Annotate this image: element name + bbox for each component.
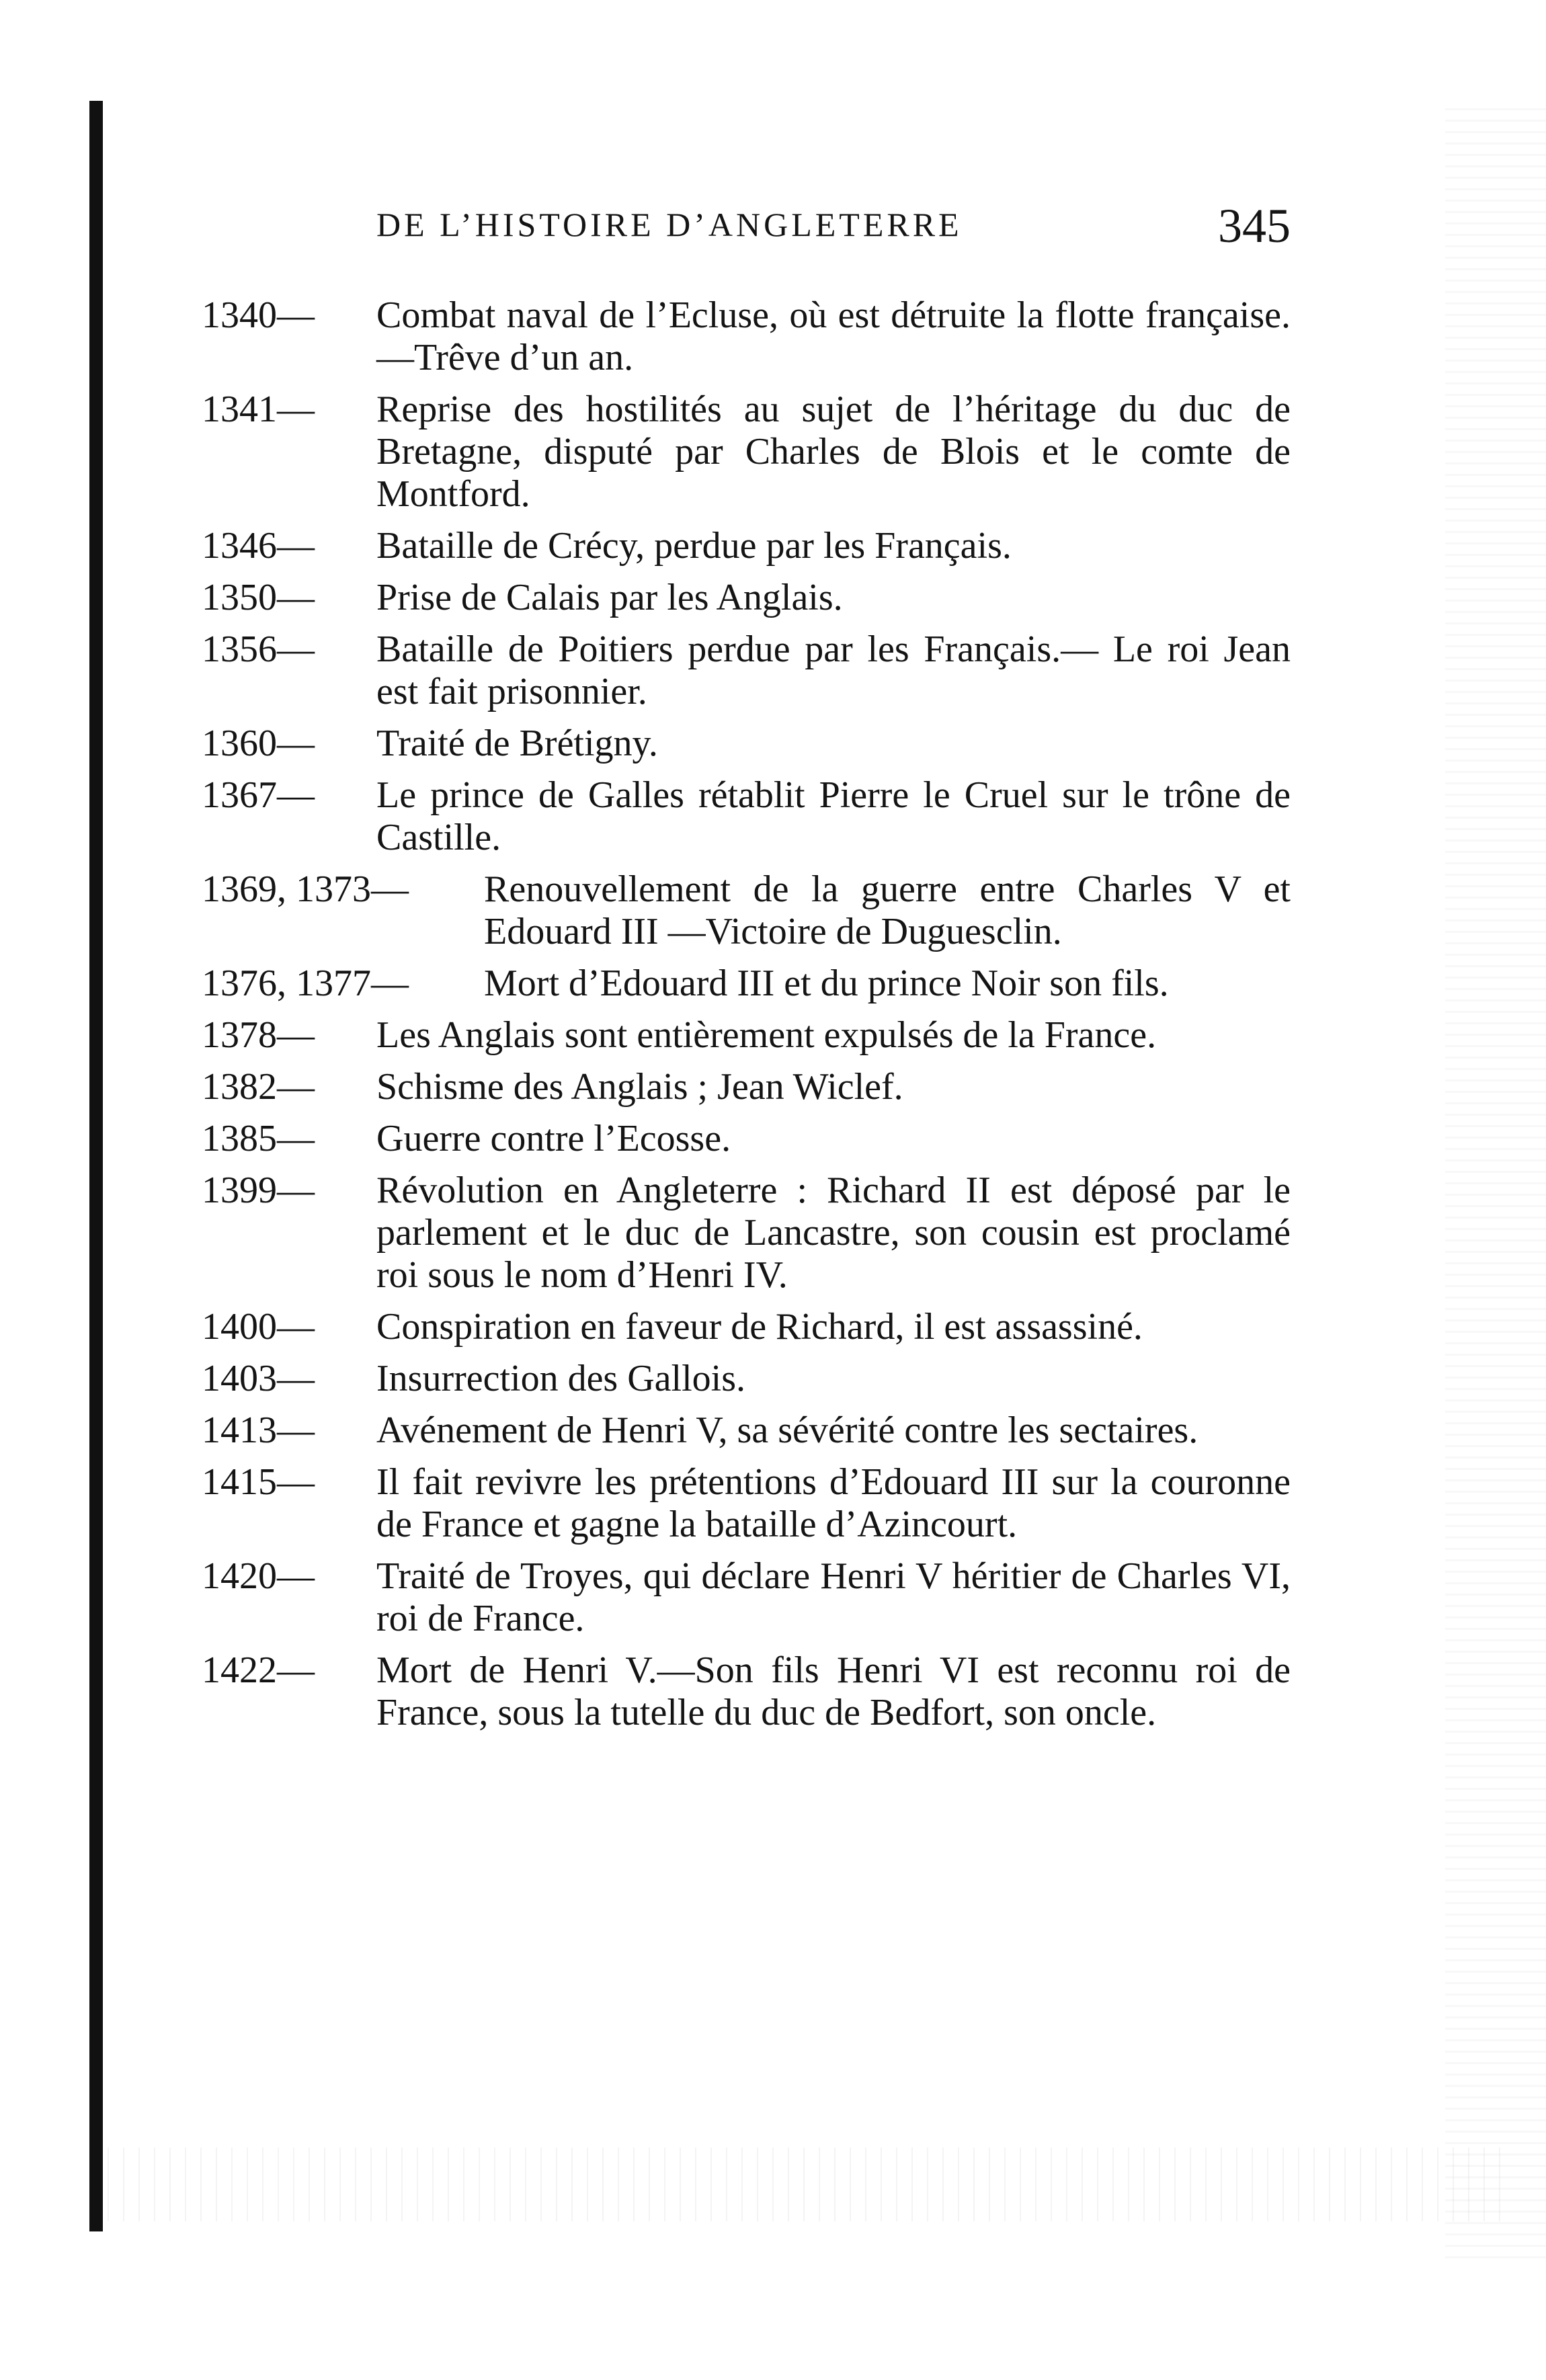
- entry-date: 1400—: [202, 1306, 315, 1348]
- page-header: [376, 198, 1291, 259]
- entry-date: 1403—: [202, 1358, 315, 1399]
- entry-date: 1341—: [202, 388, 315, 430]
- entry-text: Prise de Calais par les Anglais.: [376, 577, 843, 618]
- entry-text: Bataille de Crécy, perdue par les Français.: [376, 525, 1012, 567]
- entry-date: 1346—: [202, 525, 315, 567]
- entry-text: Conspiration en faveur de Richard, il est assassiné.: [376, 1306, 1143, 1348]
- chronology-entry: [202, 1461, 1291, 1546]
- chronology-entry: [202, 1170, 1291, 1297]
- chronology-entry: [202, 1014, 1291, 1057]
- entry-text: Renouvellement de la guerre entre Charles V et Edouard III —Victoire de Duguesclin.: [484, 868, 1291, 952]
- entry-text: Combat naval de l’Ecluse, où est détruite la flotte française.—Trêve d’un an.: [376, 294, 1291, 378]
- entry-text: Schisme des Anglais ; Jean Wiclef.: [376, 1066, 903, 1108]
- chronology-entry: [202, 525, 1291, 567]
- entry-text: Le prince de Galles rétablit Pierre le Cruel sur le trône de Castille.: [376, 774, 1291, 858]
- entry-date: 1340—: [202, 294, 315, 336]
- entry-text: Mort d’Edouard III et du prince Noir son fils.: [484, 962, 1169, 1004]
- running-head: DE L’HISTOIRE D’ANGLETERRE: [376, 206, 963, 243]
- entry-text: Insurrection des Gallois.: [376, 1358, 745, 1399]
- entry-date: 1420—: [202, 1555, 315, 1597]
- entry-date: 1399—: [202, 1170, 315, 1211]
- entry-date: 1385—: [202, 1118, 315, 1159]
- chronology-entry: [202, 962, 1291, 1005]
- scan-noise-right: [1445, 108, 1546, 2258]
- entry-text: Guerre contre l’Ecosse.: [376, 1118, 731, 1159]
- chronology-entry: [202, 1066, 1291, 1108]
- entry-text: Les Anglais sont entièrement expulsés de la France.: [376, 1014, 1157, 1056]
- chronology-entry: [202, 294, 1291, 379]
- entry-text: Traité de Troyes, qui déclare Henri V héritier de Charles VI, roi de France.: [376, 1555, 1291, 1639]
- chronology-entry: [202, 1306, 1291, 1348]
- entry-date: 1382—: [202, 1066, 315, 1108]
- entry-date: 1369, 1373—: [202, 868, 409, 910]
- entry-date: 1413—: [202, 1409, 315, 1451]
- scan-noise-bottom: [108, 2147, 1506, 2221]
- entry-date: 1378—: [202, 1014, 315, 1056]
- book-spine-shadow: [89, 101, 103, 2231]
- entry-text: Avénement de Henri V, sa sévérité contre les sectaires.: [376, 1409, 1198, 1451]
- entry-date: 1367—: [202, 774, 315, 816]
- chronology-entry: [202, 868, 1291, 953]
- page-number: 345: [1218, 199, 1291, 253]
- chronology-entry: [202, 577, 1291, 619]
- chronology-entry: [202, 774, 1291, 859]
- entry-date: 1360—: [202, 723, 315, 764]
- chronology-entry: [202, 628, 1291, 713]
- chronology-entry: [202, 388, 1291, 516]
- chronology-entry: [202, 1358, 1291, 1400]
- entry-text: Il fait revivre les prétentions d’Edouard III sur la couronne de France et gagne la bataille d’Azincourt.: [376, 1461, 1291, 1545]
- entry-text: Révolution en Angleterre : Richard II est déposé par le parlement et le duc de Lancastre, son cousin est proclamé roi sous le nom d’Henri IV.: [376, 1170, 1291, 1296]
- entry-text: Traité de Brétigny.: [376, 723, 658, 764]
- entry-date: 1422—: [202, 1649, 315, 1691]
- entry-date: 1415—: [202, 1461, 315, 1503]
- chronology-entry: [202, 1649, 1291, 1734]
- chronology-entry: [202, 1409, 1291, 1452]
- chronology-entry: [202, 1118, 1291, 1160]
- chronology-list: [202, 294, 1291, 1743]
- entry-text: Bataille de Poitiers perdue par les Français.— Le roi Jean est fait prisonnier.: [376, 628, 1291, 712]
- entry-text: Mort de Henri V.—Son fils Henri VI est reconnu roi de France, sous la tutelle du duc de Bedfort, son oncle.: [376, 1649, 1291, 1733]
- entry-text: Reprise des hostilités au sujet de l’héritage du duc de Bretagne, disputé par Charles de Blois et le comte de Montford.: [376, 388, 1291, 515]
- chronology-entry: [202, 723, 1291, 765]
- entry-date: 1350—: [202, 577, 315, 618]
- entry-date: 1356—: [202, 628, 315, 670]
- chronology-entry: [202, 1555, 1291, 1640]
- entry-date: 1376, 1377—: [202, 962, 409, 1004]
